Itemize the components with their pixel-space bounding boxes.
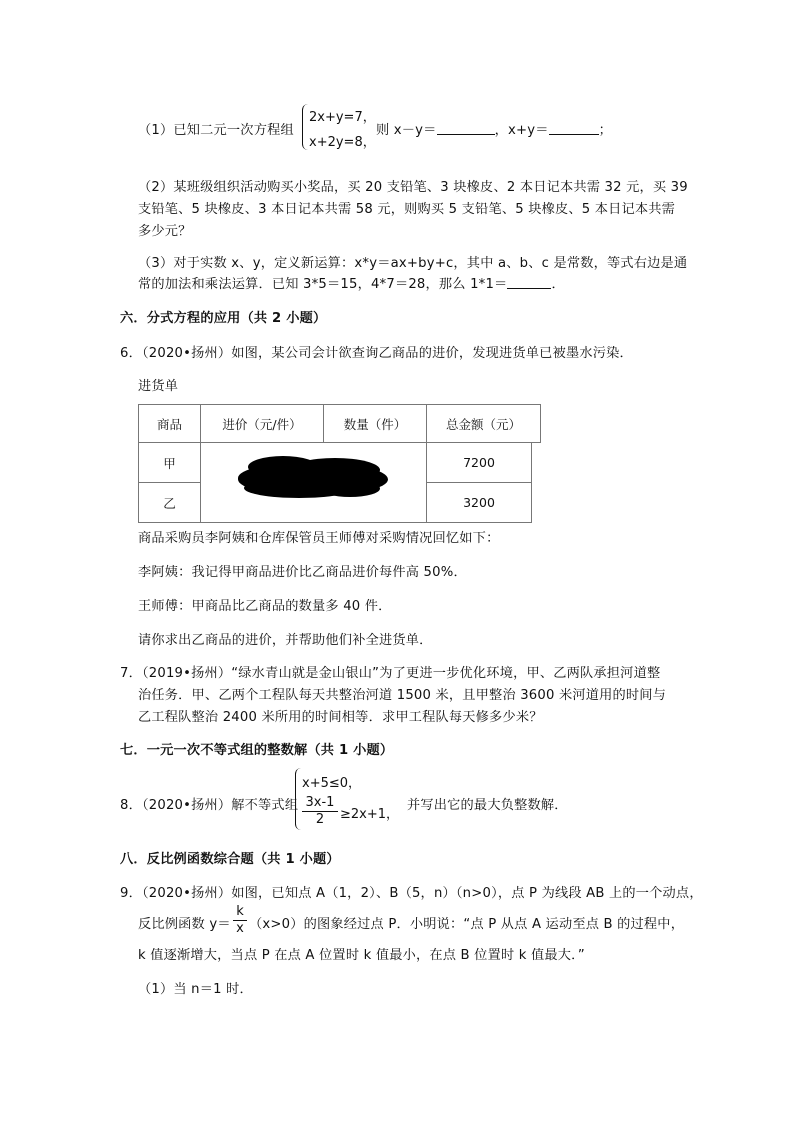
q1-blank-2[interactable]: [549, 122, 599, 135]
p7-line3: 乙工程队整治 2400 米所用的时间相等．求甲工程队每天修多少米？: [138, 710, 543, 725]
p9-line3: k 值逐渐增大，当点 P 在点 A 位置时 k 值最小，在点 B 位置时 k 值最大．”: [138, 948, 585, 963]
q1-eq1: 2x+y=7，: [309, 110, 376, 125]
p8-prefix: 8．（2020•扬州）解不等式组: [120, 798, 299, 813]
p8-suffix: 并写出它的最大负整数解．: [407, 798, 568, 813]
q2-line3: 多少元？: [138, 224, 192, 239]
table-row-jia-name: 甲: [138, 442, 201, 483]
p9-line2-prefix: 反比例函数 y＝: [138, 917, 231, 932]
p9-frac-den: x: [236, 921, 244, 936]
p6-li: 李阿姨：我记得甲商品进价比乙商品进价每件高 50%．: [138, 565, 467, 580]
q2-line1: （2）某班级组织活动购买小奖品，买 20 支铅笔、3 块橡皮、2 本日记本共需 32 元，买 39: [138, 180, 688, 195]
p8-ineq1: x+5≤0，: [302, 776, 362, 791]
q3-blank[interactable]: [507, 276, 551, 289]
q1-end: ；: [598, 123, 613, 138]
p6-caption: 进货单: [138, 379, 179, 394]
q3-line2-prefix: 常的加法和乘法运算．已知 3*5＝15，4*7＝28，那么 1*1＝: [138, 277, 508, 292]
q3-line1: （3）对于实数 x、y，定义新运算：x*y＝ax+by+c，其中 a、b、c 是常数，等式右边是通: [138, 256, 688, 271]
p7-line1: 7．（2019•扬州）“绿水青山就是金山银山”为了更进一步优化环境，甲、乙两队承担河道整: [120, 666, 661, 681]
p6-ask: 请你求出乙商品的进价，并帮助他们补全进货单．: [138, 633, 433, 648]
table-header-quantity: 数量（件）: [323, 404, 427, 443]
p8-denominator: 2: [315, 812, 325, 827]
p7-line2: 治任务．甲、乙两个工程队每天共整治河道 1500 米，且甲整治 3600 米河道用的时间与: [138, 688, 667, 703]
p6-wang: 王师傅：甲商品比乙商品的数量多 40 件．: [138, 599, 392, 614]
p6-note: 商品采购员李阿姨和仓库保管员王师傅对采购情况回忆如下：: [138, 531, 500, 546]
p9-sub1: （1）当 n＝1 时．: [138, 982, 253, 997]
p9-line1: 9．（2020•扬州）如图，已知点 A（1，2）、B（5，n）（n>0），点 P 为线段 AB 上的一个动点，: [120, 886, 703, 901]
section-6-title: 六．分式方程的应用（共 2 小题）: [120, 311, 327, 326]
q1-answer-line: [376, 119, 612, 138]
p8-numerator: 3x-1: [305, 795, 335, 810]
p8-rhs: ≥2x+1，: [340, 807, 400, 822]
table-header-total: 总金额（元）: [426, 404, 541, 443]
section-8-title: 八．反比例函数综合题（共 1 小题）: [120, 852, 340, 867]
table-header-goods: 商品: [138, 404, 201, 443]
table-row-yi-name: 乙: [138, 482, 201, 523]
table-row-jia-total: 7200: [426, 442, 532, 483]
q3-line2-end: ．: [551, 277, 565, 292]
q2-line2: 支铅笔、5 块橡皮、3 本日记本共需 58 元，则购买 5 支铅笔、5 块橡皮、5 本日记本共需: [138, 202, 676, 217]
q3-line2: [138, 273, 565, 292]
table-row-yi-total: 3200: [426, 482, 532, 523]
table-header-price: 进价（元/件）: [200, 404, 324, 443]
q1-prefix: （1）已知二元一次方程组: [138, 123, 294, 138]
q1-eq2: x+2y=8，: [309, 135, 376, 150]
p9-frac-num: k: [236, 904, 244, 919]
q1-blank-1[interactable]: [437, 122, 495, 135]
q1-middle: 则 x－y＝: [376, 123, 437, 138]
section-7-title: 七．一元一次不等式组的整数解（共 1 小题）: [120, 743, 394, 758]
q1-sep: ，x+y＝: [494, 123, 549, 138]
p6-intro: 6．（2020•扬州）如图，某公司会计欲查询乙商品的进价，发现进货单已被墨水污染．: [120, 346, 633, 361]
p9-line2-rest: （x>0）的图象经过点 P．小明说：“点 P 从点 A 运动至点 B 的过程中，: [249, 917, 685, 932]
